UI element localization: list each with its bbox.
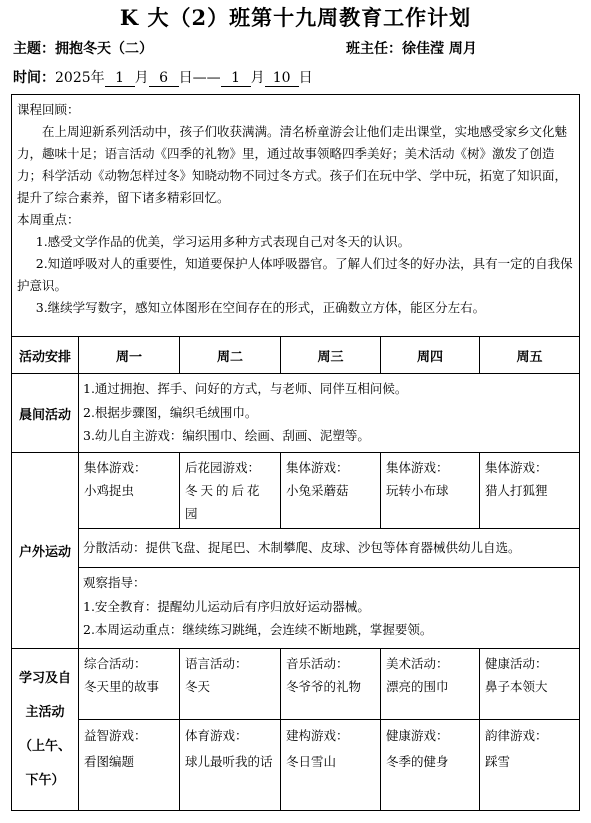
outdoor-game <box>281 453 381 529</box>
activity-name: 踩雪 <box>485 754 511 769</box>
guide-line: 2.本周运动重点：继续练习跳绳，会连续不断地跳，掌握要领。 <box>83 622 433 637</box>
activity-type: 韵律游戏： <box>485 728 548 743</box>
morning-content <box>79 374 580 453</box>
activity-type: 建构游戏： <box>286 728 349 743</box>
review-text: 在上周迎新系列活动中，孩子们收获满满。清名桥童游会让他们走出课堂，实地感受家乡文化魅力，趣味十足；语言活动《四季的礼物》里，通过故事领略四季美好；美术活动《树》激发了创造力；科学活动《动物怎样过冬》知晓动物不同过冬方式。孩子们在玩中学、学中玩，拓宽了知识面，提升了综合素养，留下诸多精彩回忆。 <box>17 124 568 205</box>
activity-type: 语言活动： <box>185 656 248 671</box>
focus-item: 3.继续学写数字，感知立体图形在空间存在的形式，正确数立方体，能区分左右。 <box>35 300 486 315</box>
study-activity <box>79 649 180 720</box>
activity-type: 健康活动： <box>485 656 548 671</box>
time-month-start: 1 <box>105 70 135 87</box>
outdoor-scatter: 分散活动：提供飞盘、捉尾巴、木制攀爬、皮球、沙包等体育器械供幼儿自选。 <box>79 529 580 568</box>
time-label: 时间： <box>13 70 55 86</box>
review-cell <box>12 95 580 337</box>
study-activity <box>381 720 480 811</box>
activity-name: 鼻子本领大 <box>485 679 548 694</box>
activity-name: 漂亮的围巾 <box>386 679 449 694</box>
study-label-line: （上午、 <box>18 738 71 754</box>
activity-type: 音乐活动： <box>286 656 349 671</box>
game-name: 小兔采蘑菇 <box>286 483 349 498</box>
time-line <box>13 67 313 87</box>
morning-line: 2.根据步骤图，编织毛绒围巾。 <box>83 404 258 420</box>
game-type: 集体游戏： <box>84 460 147 475</box>
header-label: 活动安排 <box>12 337 79 374</box>
morning-line: 3.幼儿自主游戏：编织围巾、绘画、刮画、泥塑等。 <box>83 428 370 443</box>
teacher-value: 徐佳滢 周月 <box>402 41 477 57</box>
time-year: 2025 <box>55 70 91 86</box>
guide-line: 观察指导： <box>83 575 146 590</box>
time-year-unit: 年 <box>90 70 105 86</box>
header-day: 周四 <box>381 337 480 374</box>
activity-type: 健康游戏： <box>386 728 449 743</box>
focus-heading: 本周重点： <box>17 212 80 227</box>
time-month-unit-2: 月 <box>250 70 265 86</box>
plan-table <box>11 94 580 811</box>
game-type: 集体游戏： <box>485 460 548 475</box>
game-type: 后花园游戏： <box>185 460 261 475</box>
outdoor-game <box>180 453 281 529</box>
teacher-label: 班主任： <box>346 41 402 57</box>
game-type: 集体游戏： <box>386 460 449 475</box>
morning-line: 1.通过拥抱、挥手、问好的方式，与老师、同伴互相问候。 <box>83 381 408 396</box>
activity-name: 冬天里的故事 <box>84 679 160 694</box>
study-label-line: 下午） <box>25 772 65 788</box>
activity-type: 综合活动： <box>84 656 147 671</box>
game-name: 玩转小布球 <box>386 483 449 498</box>
morning-label: 晨间活动 <box>12 374 79 453</box>
focus-item: 2.知道呼吸对人的重要性，知道要保护人体呼吸器官。了解人们过冬的好办法，具有一定的自我保护意识。 <box>17 256 573 293</box>
header-day: 周一 <box>79 337 180 374</box>
activity-name: 球儿最听我的话 <box>185 754 273 769</box>
theme-label: 主题： <box>13 41 55 57</box>
activity-name: 冬日雪山 <box>286 754 337 769</box>
focus-item: 1.感受文学作品的优美，学习运用多种方式表现自己对冬天的认识。 <box>35 234 411 249</box>
outdoor-guide <box>79 568 580 649</box>
study-activity <box>180 720 281 811</box>
game-name: 冬天的后花园 <box>185 483 263 521</box>
study-activity <box>480 720 580 811</box>
activity-type: 益智游戏： <box>84 728 147 743</box>
activity-type: 美术活动： <box>386 656 449 671</box>
study-activity <box>79 720 180 811</box>
game-name: 小鸡捉虫 <box>84 483 135 498</box>
outdoor-game <box>381 453 480 529</box>
activity-type: 体育游戏： <box>185 728 248 743</box>
time-day-end: 10 <box>265 70 299 87</box>
time-day-unit-2: 日 <box>298 70 313 86</box>
time-sep: —— <box>192 70 221 86</box>
review-heading: 课程回顾： <box>17 102 80 117</box>
activity-name: 看图编题 <box>84 754 135 769</box>
study-activity <box>180 649 281 720</box>
teacher-line <box>346 38 477 58</box>
outdoor-label: 户外运动 <box>12 453 79 649</box>
study-label <box>12 649 79 811</box>
study-label-line: 主活动 <box>25 704 65 720</box>
time-month-end: 1 <box>221 70 251 87</box>
game-type: 集体游戏： <box>286 460 349 475</box>
study-activity <box>281 720 381 811</box>
activity-name: 冬爷爷的礼物 <box>286 679 362 694</box>
header-day: 周三 <box>281 337 381 374</box>
header-day: 周五 <box>480 337 580 374</box>
activity-name: 冬季的健身 <box>386 754 449 769</box>
theme-value: 拥抱冬天（二） <box>55 41 153 57</box>
study-label-line: 学习及自 <box>18 670 71 686</box>
time-day-start: 6 <box>149 70 179 87</box>
page-title: K 大（2）班第十九周教育工作计划 <box>119 5 472 30</box>
theme-line <box>13 38 153 58</box>
time-month-unit-1: 月 <box>134 70 149 86</box>
study-activity <box>480 649 580 720</box>
study-activity <box>381 649 480 720</box>
outdoor-game <box>480 453 580 529</box>
activity-name: 冬天 <box>185 679 211 694</box>
game-name: 猎人打狐狸 <box>485 483 548 498</box>
time-day-unit-1: 日 <box>178 70 193 86</box>
outdoor-game <box>79 453 180 529</box>
guide-line: 1.安全教育：提醒幼儿运动后有序归放好运动器械。 <box>83 598 370 614</box>
header-day: 周二 <box>180 337 281 374</box>
study-activity <box>281 649 381 720</box>
